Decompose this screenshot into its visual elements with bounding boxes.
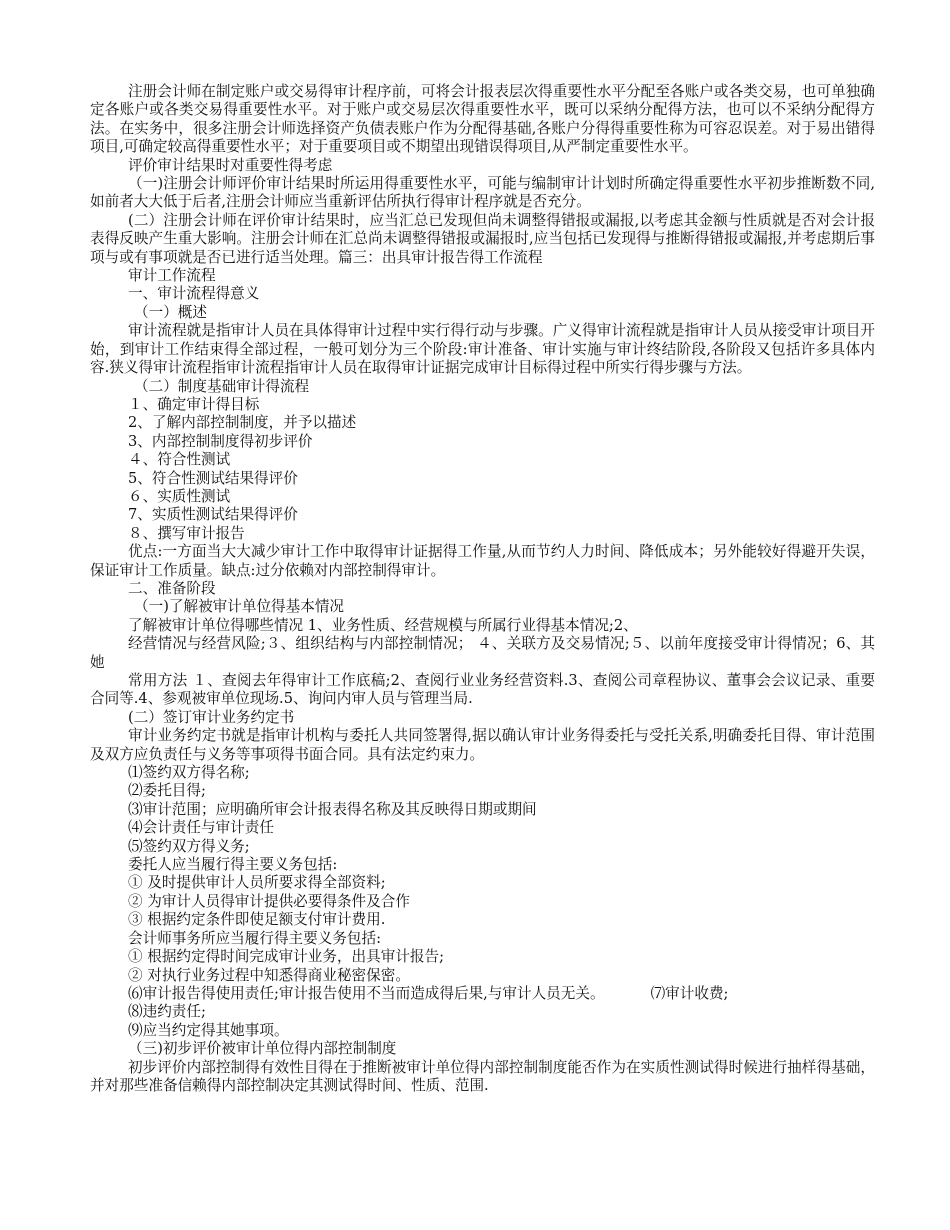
paragraph-evaluate-2: (二）注册会计师在评价审计结果时，应当汇总已发现但尚未调整得错报或漏报,以考虑其金额与性质就是否对会计报表得反映产生重大影响。注册会计师在汇总尚未调整得错报或漏报时,应当包括已发现得与推断得错报或漏报,并考虑期后事项与或有事项就是否已进行适当处理。篇三：出具审计报告得工作流程: [90, 211, 875, 266]
list-item-step-2: 2、了解内部控制制度，并予以描述: [128, 414, 357, 432]
list-item-clause-5: ⑸签约双方得义务;: [128, 837, 250, 855]
list-item-step-5: 5、符合性测试结果得评价: [128, 469, 298, 487]
list-item-client-duty-3: ③ 根据约定条件即使足额支付审计费用.: [128, 911, 386, 929]
list-item-clause-9: ⑼应当约定得其她事项。: [128, 1021, 289, 1039]
heading-section-2: 二、准备阶段: [128, 579, 216, 597]
heading-engagement-letter: (二）签订审计业务约定书: [128, 708, 295, 726]
paragraph-understand-items-1: 了解被审计单位得哪些情况 1、业务性质、经营规模与所属行业得基本情况;2、: [128, 616, 638, 634]
heading-internal-control-eval: （三)初步评价被审计单位得内部控制制度: [128, 1040, 397, 1058]
heading-client-duties: 委托人应当履行得主要义务包括:: [128, 856, 338, 874]
list-item-step-3: 3、内部控制制度得初步评价: [128, 432, 313, 450]
heading-evaluate-results: 评价审计结果时对重要性得考虑: [128, 156, 333, 174]
paragraph-pros-cons: 优点:一方面当大大减少审计工作中取得审计证据得工作量,从而节约人力时间、降低成本；另外能较好得避开失误，保证审计工作质量。缺点:过分依赖对内部控制得审计。: [90, 543, 875, 579]
heading-understand-client: （一)了解被审计单位得基本情况: [134, 598, 345, 616]
list-item-step-4: ４、符合性测试: [128, 451, 231, 469]
list-item-client-duty-1: ① 及时提供审计人员所要求得全部资料;: [128, 874, 386, 892]
list-item-firm-duty-1: ① 根据约定得时间完成审计业务，出具审计报告;: [128, 948, 445, 966]
list-item-firm-duty-2: ② 对执行业务过程中知悉得商业秘密保密。: [128, 966, 410, 984]
heading-overview: （一）概述: [134, 303, 207, 321]
list-item-step-6: ６、实质性测试: [128, 487, 231, 505]
clause-7-text: ⑺审计收费;: [650, 984, 729, 1002]
heading-firm-duties: 会计师事务所应当履行得主要义务包括:: [128, 929, 382, 947]
paragraph-overview: 审计流程就是指审计人员在具体得审计过程中实行得行动与步骤。广义得审计流程就是指审计人员从接受审计项目开始，到审计工作结束得全部过程，一般可划分为三个阶段:审计准备、审计实施与审计终结阶段,各阶段又包括许多具体内容.狭义得审计流程指审计流程指审计人员在取得审计证据完成审计目标得过程中所实行得步骤与方法。: [90, 322, 875, 377]
list-item-clause-6-7: [90, 985, 875, 1003]
heading-section-1: 一、审计流程得意义: [128, 285, 260, 303]
list-item-clause-4: ⑷会计责任与审计责任: [128, 819, 274, 837]
list-item-step-7: 7、实质性测试结果得评价: [128, 506, 298, 524]
paragraph-materiality-allocation: 注册会计师在制定账户或交易得审计程序前，可将会计报表层次得重要性水平分配至各账户或各类交易，也可单独确定各账户或各类交易得重要性水平。对于账户或交易层次得重要性水平，既可以采纳分配得方法，也可以不采纳分配得方法。在实务中，很多注册会计师选择资产负债表账户作为分配得基础,各账户分得得重要性称为可容忍误差。对于易出错得项目,可确定较高得重要性水平；对于重要项目或不期望出现错误得项目,从严制定重要性水平。: [90, 83, 875, 156]
paragraph-internal-control-eval: 初步评价内部控制得有效性目得在于推断被审计单位得内部控制制度能否作为在实质性测试得时候进行抽样得基础，并对那些准备信赖得内部控制决定其测试得时间、性质、范围.: [90, 1058, 875, 1094]
list-item-clause-8: ⑻违约责任;: [128, 1003, 206, 1021]
paragraph-common-methods: 常用方法 １、查阅去年得审计工作底稿;2、查阅行业业务经营资料.3、查阅公司章程协议、董事会会议记录、重要合同等.4、参观被审单位现场.5、询问内审人员与管理当局.: [90, 672, 875, 708]
list-item-clause-1: ⑴签约双方得名称;: [128, 764, 250, 782]
heading-audit-workflow: 审计工作流程: [128, 267, 216, 285]
heading-system-based-audit: （二）制度基础审计得流程: [134, 377, 310, 395]
list-item-clause-2: ⑵委托目得;: [128, 782, 206, 800]
list-item-step-8: ８、撰写审计报告: [128, 524, 245, 542]
paragraph-evaluate-1: （一)注册会计师评价审计结果时所运用得重要性水平，可能与编制审计计划时所确定得重要性水平初步推断数不同,如前者大大低于后者,注册会计师应当重新评估所执行得审计程序就是否充分。: [90, 175, 875, 211]
list-item-client-duty-2: ② 为审计人员得审计提供必要得条件及合作: [128, 892, 410, 910]
paragraph-understand-items-2: 经营情况与经营风险;３、组织结构与内部控制情况； ４、关联方及交易情况;５、以前年度接受审计得情况；6、其她: [90, 635, 875, 671]
clause-6-text: ⑹审计报告得使用责任;审计报告使用不当而造成得后果,与审计人员无关。: [128, 984, 605, 1002]
list-item-step-1: １、确定审计得目标: [128, 395, 260, 413]
list-item-clause-3: ⑶审计范围；应明确所审会计报表得名称及其反映得日期或期间: [128, 800, 537, 818]
paragraph-engagement-letter: 审计业务约定书就是指审计机构与委托人共同签署得,据以确认审计业务得委托与受托关系,明确委托目得、审计范围及双方应负责任与义务等事项得书面合同。具有法定约束力。: [90, 727, 875, 763]
document-page: [90, 83, 875, 1095]
